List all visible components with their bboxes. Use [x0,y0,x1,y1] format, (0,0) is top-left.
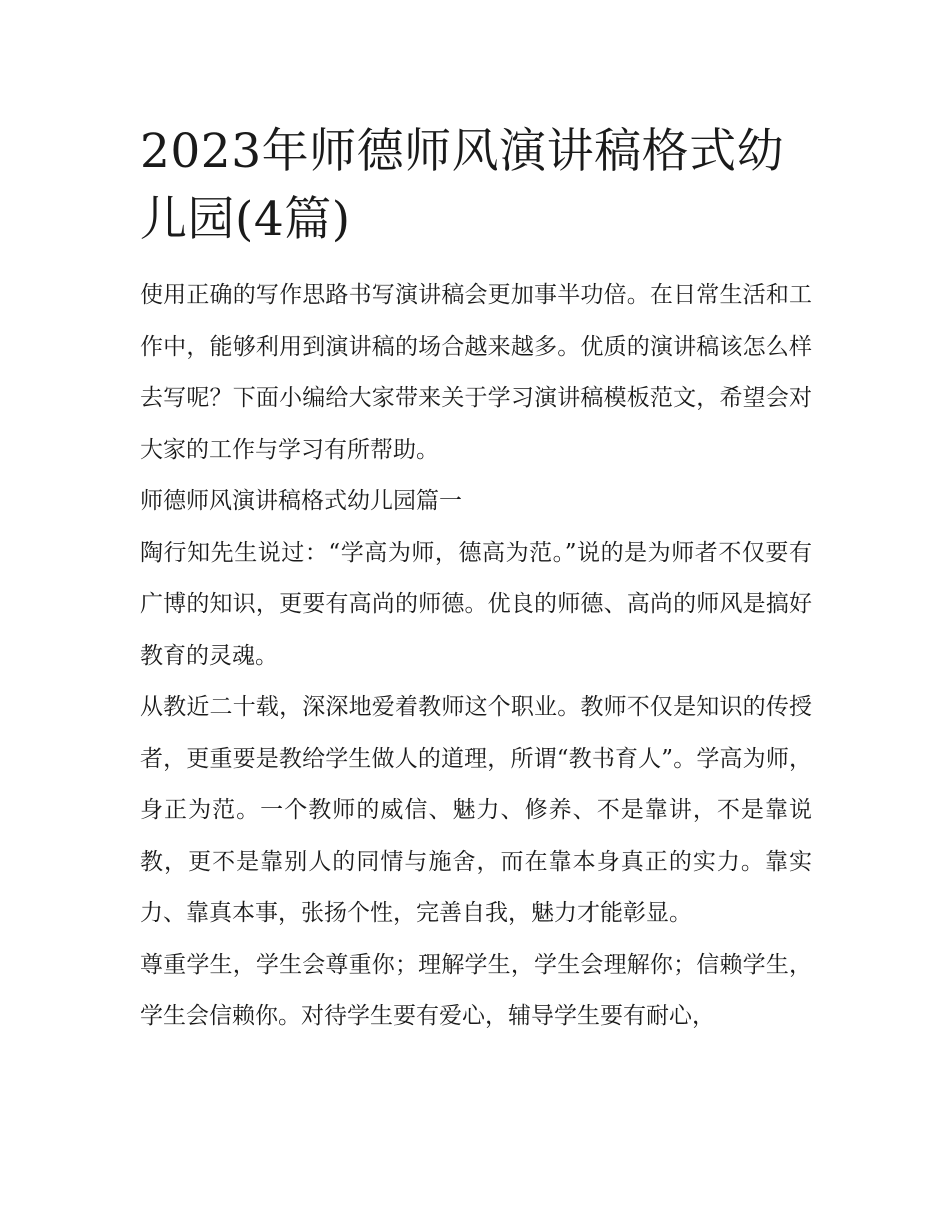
document-body [140,270,812,1043]
document-page [140,118,812,1043]
document-title: 2023年师德师风演讲稿格式幼儿园(4篇) [140,124,785,247]
body-paragraph: 从教近二十载，深深地爱着教师这个职业。教师不仅是知识的传授者，更重要是教给学生做人的道理，所谓“教书育人”。学高为师，身正为范。一个教师的威信、魅力、修养、不是靠讲，不是靠说教，更不是靠别人的同情与施舍，而在靠本身真正的实力。靠实力、靠真本事，张扬个性，完善自我，魅力才能彰显。 [140,694,812,926]
body-paragraph: 陶行知先生说过：“学高为师，德高为范。”说的是为师者不仅要有广博的知识，更要有高尚的师德。优良的师德、高尚的师风是搞好教育的灵魂。 [140,539,812,669]
intro-paragraph: 使用正确的写作思路书写演讲稿会更加事半功倍。在日常生活和工作中，能够利用到演讲稿的场合越来越多。优质的演讲稿该怎么样去写呢？下面小编给大家带来关于学习演讲稿模板范文，希望会对大家的工作与学习有所帮助。 [140,282,812,463]
body-paragraph: 尊重学生，学生会尊重你；理解学生，学生会理解你；信赖学生，学生会信赖你。对待学生要有爱心，辅导学生要有耐心， [140,951,812,1029]
section-heading: 师德师风演讲稿格式幼儿园篇一 [140,488,462,514]
